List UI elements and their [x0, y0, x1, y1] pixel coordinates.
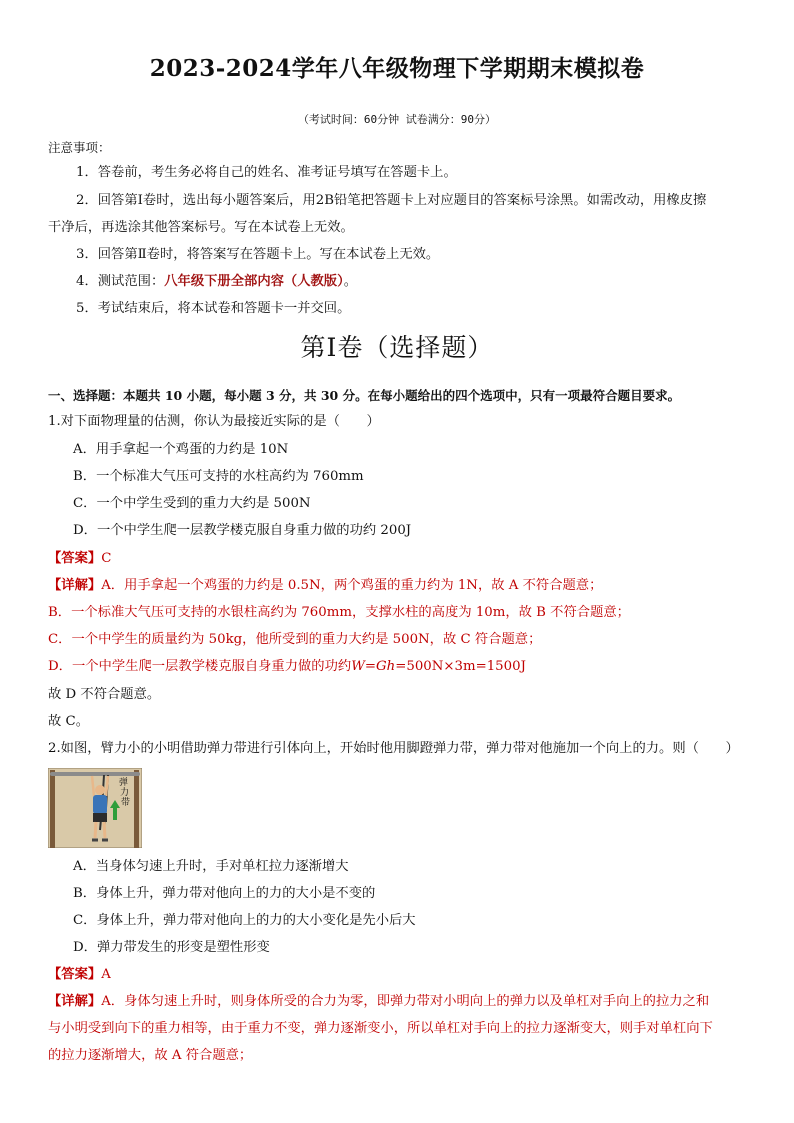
left-post [50, 770, 55, 848]
section-title: 第Ⅰ卷（选择题） [300, 333, 494, 362]
q2-option-a: A．当身体匀速上升时，手对单杠拉力逐渐增大 [73, 859, 349, 874]
notice-item-5: 5．考试结束后，将本试卷和答题卡一并交回。 [76, 301, 351, 316]
exam-subtitle: （考试时间：60分钟 试卷满分：90分） [297, 113, 497, 126]
q2-answer-label: 【答案】 [48, 967, 102, 982]
q1-answer [48, 550, 111, 568]
person-head [95, 785, 105, 795]
q1-stem: 1.对下面物理量的估测，你认为最接近实际的是（ ） [48, 414, 380, 429]
notice-item-2-line-2: 干净后，再选涂其他答案标号。写在本试卷上无效。 [48, 220, 354, 235]
right-post [134, 770, 139, 848]
notice-heading: 注意事项： [48, 140, 111, 155]
notice-item-4-prefix: 4．测试范围： [76, 274, 165, 289]
band-label-char-2: 力 [120, 788, 130, 798]
q1-formula-gh: Gh [376, 659, 396, 674]
section-heading: 一、选择题：本题共 10 小题，每小题 3 分，共 30 分。在每小题给出的四个选项中，只有一项最符合题目要求。 [48, 388, 681, 403]
person-shirt [93, 795, 107, 814]
notice-scope: 八年级下册全部内容（人教版） [164, 274, 344, 289]
q1-detail-d-prefix: D．一个中学生爬一层教学楼克服自身重力做的功约 [48, 659, 352, 674]
q2-detail-line-3: 的拉力逐渐增大，故 A 符合题意； [48, 1048, 253, 1063]
q1-option-a: A．用手拿起一个鸡蛋的力约是 10N [73, 442, 289, 457]
band-label-char-3: 带 [121, 798, 131, 808]
pull-up-illustration [48, 768, 142, 848]
band-label-char-1: 弹 [119, 778, 129, 788]
notice-item-3: 3．回答第Ⅱ卷时，将答案写在答题卡上。写在本试卷上无效。 [76, 247, 440, 262]
exam-title: 2023-2024学年八年级物理下学期期末模拟卷 [149, 55, 645, 82]
q2-answer-value: A [101, 967, 111, 982]
q1-detail-d [48, 658, 526, 676]
q1-formula-eq: = [364, 659, 377, 674]
q1-option-d: D．一个中学生爬一层教学楼克服自身重力做的功约 200J [73, 523, 412, 538]
q2-detail-line-1-text: A．身体匀速上升时，则身体所受的合力为零，即弹力带对小明向上的弹力以及单杠对手向上的拉力之和 [101, 994, 710, 1009]
q2-detail-label: 【详解】 [48, 994, 102, 1009]
q1-detail-c: C．一个中学生的质量约为 50kg，他所受到的重力大约是 500N，故 C 符合题意； [48, 632, 542, 647]
q1-detail-d-line-2: 故 D 不符合题意。 [48, 687, 161, 702]
q1-detail-b: B．一个标准大气压可支持的水银柱高约为 760mm，支撑水柱的高度为 10m，故 B 不符合题意； [48, 605, 630, 620]
q2-detail-line-2: 与小明受到向下的重力相等，由于重力不变，弹力逐渐变小，所以单杠对手向上的拉力逐渐变大，则手对单杠向下 [48, 1021, 713, 1036]
q2-option-b: B．身体上升，弹力带对他向上的力的大小是不变的 [73, 886, 376, 901]
person-shorts [93, 813, 107, 822]
q1-conclusion: 故 C。 [48, 714, 89, 729]
pull-up-bar [50, 772, 140, 776]
q1-detail-label: 【详解】 [48, 578, 102, 593]
q2-detail-line-1 [48, 993, 709, 1011]
q1-option-c: C．一个中学生受到的重力大约是 500N [73, 496, 311, 511]
notice-item-1: 1．答卷前，考生务必将自己的姓名、准考证号填写在答题卡上。 [76, 165, 457, 180]
q2-option-d: D．弹力带发生的形变是塑性形变 [73, 940, 270, 955]
q1-formula-w: W [351, 659, 365, 674]
q2-answer [48, 966, 111, 984]
q1-option-b: B．一个标准大气压可支持的水柱高约为 760mm [73, 469, 364, 484]
q1-detail-a [48, 577, 602, 595]
q1-formula-rest: =500N×3m=1500J [395, 659, 526, 674]
notice-item-4 [76, 273, 357, 291]
q2-option-c: C．身体上升，弹力带对他向上的力的大小变化是先小后大 [73, 913, 416, 928]
q1-detail-a-text: A．用手拿起一个鸡蛋的力约是 0.5N，两个鸡蛋的重力约为 1N，故 A 不符合题意； [101, 578, 603, 593]
q1-answer-value: C [101, 551, 112, 566]
notice-item-2-line-1: 2．回答第Ⅰ卷时，选出每小题答案后，用2B铅笔把答题卡上对应题目的答案标号涂黑。如需改动，用橡皮擦 [76, 193, 707, 208]
q2-stem: 2.如图，臂力小的小明借助弹力带进行引体向上，开始时他用脚蹬弹力带，弹力带对他施加一个向上的力。则（ ） [48, 741, 739, 756]
q1-answer-label: 【答案】 [48, 551, 102, 566]
notice-item-4-suffix: 。 [343, 274, 358, 289]
